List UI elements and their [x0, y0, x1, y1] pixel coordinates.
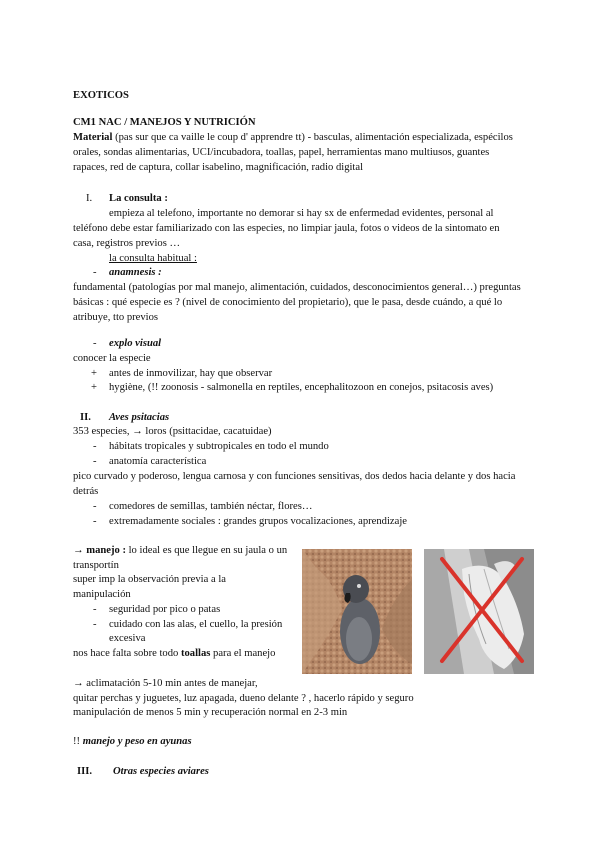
toallas-bold: toallas [180, 648, 211, 659]
dash-marker: - [93, 338, 97, 349]
manejo-label: manejo : [86, 545, 126, 556]
psitacias-intro: 353 especies, → loros (psittacidae, cacatuidae) [73, 426, 272, 437]
material-label: Material [73, 132, 113, 143]
section-1-title: La consulta : [109, 193, 168, 204]
anamnesis-label: anamnesis : [109, 267, 162, 278]
hygiene-item: hygiène, (!! zoonosis - salmonella en reptiles, encephalitozoon en conejos, psitacosis aves) [109, 382, 494, 393]
diet-item: comedores de semillas, también néctar, flores… [109, 501, 313, 512]
section-header: CM1 NAC / MANEJOS Y NUTRICIÓN [73, 117, 256, 128]
manejo-observation: super imp la observación previa a la manipulación [73, 574, 226, 600]
anatomy-item: anatomía característica [109, 456, 207, 467]
dash-marker: - [93, 516, 97, 527]
dash-marker: - [93, 619, 97, 630]
care-item-cont: excesiva [109, 633, 146, 644]
toallas-line [73, 646, 275, 661]
manejo-text: lo ideal es que llegue en su jaula o un transportín [73, 545, 288, 571]
section-3-number: III. [77, 766, 93, 777]
aclimatacion-line: → aclimatación 5-10 min antes de manejar, [73, 678, 258, 689]
plus-marker: + [91, 382, 97, 393]
dash-marker: - [93, 441, 97, 452]
dash-marker: - [93, 456, 97, 467]
warning-line [73, 734, 192, 749]
anamnesis-paragraph: fundamental (patologías por mal manejo, alimentación, cuidados, desconocimientos general…) preguntas básicas : qué especie es ? (nivel de conocimiento del propietario), que le pasa, desde cuándo, a qué lo atribuye, tto previos [73, 282, 521, 323]
section-3-title: Otras especies aviares [113, 766, 209, 777]
parrot-towel-photo [302, 549, 412, 674]
consulta-paragraph: empieza al telefono, importante no demorar si hay sx de enfermedad evidentes, personal al teléfono debe estar familiarizado con las especies, no limpiar jaula, fotos o videos de la sintomato en casa, registros previos … [73, 208, 500, 249]
section-1-number: I. [86, 193, 93, 204]
manejo-paragraph [73, 543, 288, 573]
arrow-glyph: → [73, 545, 87, 556]
observe-item: antes de inmovilizar, hay que observar [109, 368, 273, 379]
dash-marker: - [93, 604, 97, 615]
material-text: (pas sur que ca vaille le coup d' apprendre tt) - basculas, alimentación especializada, espécilos orales, sondas alimentarias, UCI/incubadora, toallas, papel, herramientas mano multiusos, guantes rapaces, red de captura, collar isabelino, magnificación, radio digital [73, 132, 513, 173]
dash-marker: - [93, 267, 97, 278]
explo-visual-label: explo visual [109, 338, 162, 349]
toallas-pre: nos hace falta sobre todo [73, 648, 181, 659]
section-2-number: II. [80, 412, 91, 423]
consulta-habitual-subheading: la consulta habitual : [109, 253, 197, 264]
material-paragraph [73, 130, 523, 175]
care-item: cuidado con las alas, el cuello, la presión [109, 619, 283, 630]
habitat-item: hábitats tropicales y subtropicales en todo el mundo [109, 441, 329, 452]
social-item: extremadamente sociales : grandes grupos vocalizaciones, aprendizaje [109, 516, 407, 527]
safety-item: seguridad por pico o patas [109, 604, 221, 615]
anatomy-paragraph: pico curvado y poderoso, lengua carnosa y con funciones sensitivas, dos dedos hacia delante y dos hacia detrás [73, 471, 516, 497]
document-title: EXOTICOS [73, 90, 129, 101]
warning-prefix: !! [73, 736, 83, 747]
perchas-line: quitar perchas y juguetes, luz apagada, dueno delante ? , hacerlo rápido y seguro [73, 693, 414, 704]
dash-marker: - [93, 501, 97, 512]
plus-marker: + [91, 368, 97, 379]
manipulacion-line: manipulación de menos 5 min y recuperación normal en 2-3 min [73, 707, 348, 718]
gloved-hand-photo [424, 549, 534, 674]
warning-bold: manejo y peso en ayunas [82, 736, 192, 747]
section-2-title: Aves psitacias [109, 412, 170, 423]
explo-visual-sub: conocer la especie [73, 353, 151, 364]
toallas-post: para el manejo [210, 648, 276, 659]
